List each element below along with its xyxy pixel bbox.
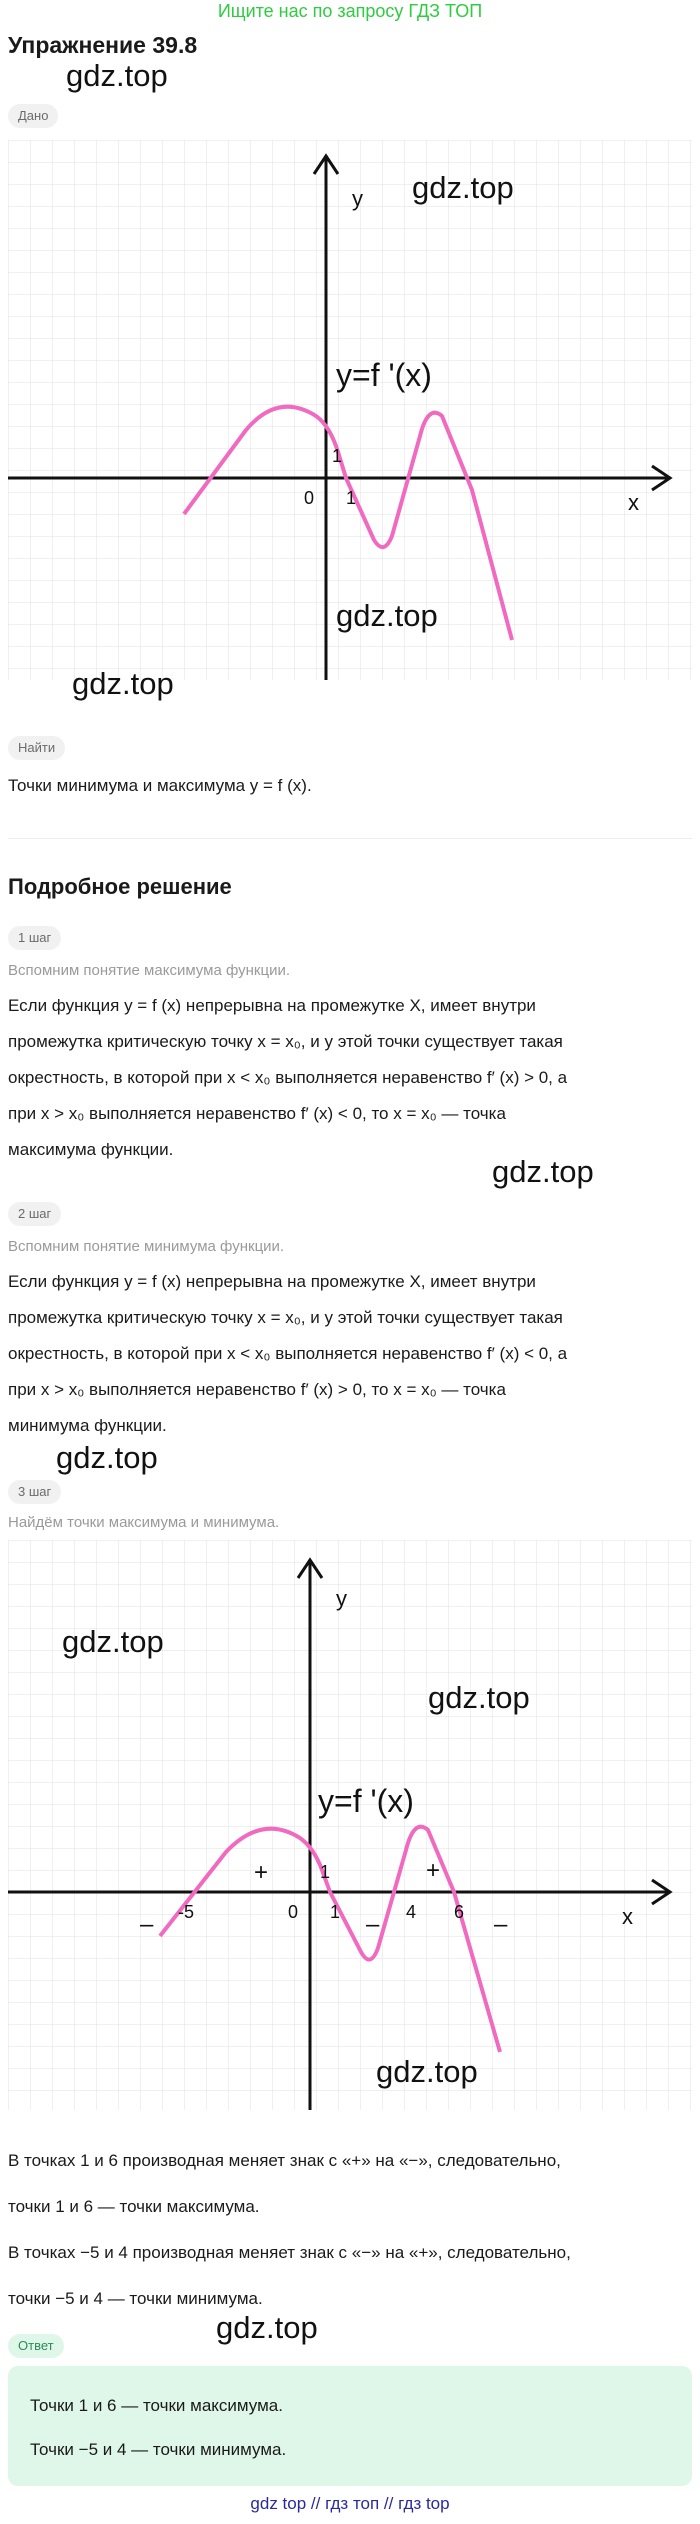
unit-x-label: 1 bbox=[346, 488, 357, 508]
answer-box bbox=[8, 2366, 692, 2486]
watermark: gdz.top bbox=[216, 2310, 318, 2345]
watermark: gdz.top bbox=[62, 1624, 164, 1659]
y-axis-label: y bbox=[352, 186, 363, 211]
watermark: gdz.top bbox=[72, 666, 174, 701]
conclusion-line: В точках 1 и 6 производная меняет знак с «+» на «−», следовательно, bbox=[8, 2151, 561, 2170]
step-hint: Вспомним понятие максимума функции. bbox=[8, 962, 290, 979]
step-line: при x > x₀ выполняется неравенство f′ (x) > 0, то x = x₀ — точка bbox=[8, 1380, 506, 1399]
watermark: gdz.top bbox=[376, 2054, 478, 2089]
sign-minus: – bbox=[494, 1911, 508, 1938]
sign-plus: + bbox=[254, 1859, 269, 1886]
watermark: gdz.top bbox=[492, 1154, 594, 1189]
step-line: Если функция y = f (x) непрерывна на промежутке X, имеет внутри bbox=[8, 1272, 536, 1291]
answer-text bbox=[30, 2384, 286, 2472]
step-hint: Вспомним понятие минимума функции. bbox=[8, 1238, 285, 1255]
origin-label: 0 bbox=[304, 488, 315, 508]
unit-y-label: 1 bbox=[320, 1862, 331, 1882]
step-badge: 1 шаг bbox=[8, 926, 61, 950]
x-mark-4: 4 bbox=[406, 1902, 417, 1922]
x-mark-6: 6 bbox=[454, 1902, 465, 1922]
answer-line: Точки −5 и 4 — точки минимума. bbox=[30, 2440, 287, 2459]
step-1-text bbox=[8, 988, 692, 1168]
given-badge: Дано bbox=[8, 104, 58, 128]
conclusion-line: точки −5 и 4 — точки минимума. bbox=[8, 2289, 263, 2308]
step-2-text bbox=[8, 1264, 692, 1444]
step-line: окрестность, в которой при x < x₀ выполняется неравенство f′ (x) > 0, а bbox=[8, 1068, 568, 1087]
watermark: gdz.top bbox=[428, 1680, 530, 1715]
page-title: Упражнение 39.8 bbox=[8, 32, 198, 58]
sign-minus: – bbox=[366, 1911, 380, 1938]
step-badge: 2 шаг bbox=[8, 1202, 61, 1226]
find-badge: Найти bbox=[8, 736, 65, 760]
step-line: минимума функции. bbox=[8, 1416, 167, 1435]
watermark: gdz.top bbox=[56, 1440, 158, 1475]
divider bbox=[8, 838, 692, 839]
x-axis-label: x bbox=[628, 490, 639, 515]
origin-label: 0 bbox=[288, 1902, 299, 1922]
find-text: Точки минимума и максимума y = f (x). bbox=[8, 776, 312, 795]
footer-links[interactable]: gdz top // гдз топ // гдз top bbox=[250, 2494, 450, 2513]
watermark: gdz.top bbox=[336, 598, 438, 633]
step-line: максимума функции. bbox=[8, 1140, 174, 1159]
watermark: gdz.top bbox=[412, 170, 514, 205]
y-axis-label: y bbox=[336, 1586, 347, 1611]
step-line: промежутка критическую точку x = x₀, и у этой точки существует такая bbox=[8, 1308, 563, 1327]
x-mark-minus5: -5 bbox=[178, 1902, 195, 1922]
curve-label: y=f '(x) bbox=[336, 357, 432, 393]
step-line: окрестность, в которой при x < x₀ выполняется неравенство f′ (x) < 0, а bbox=[8, 1344, 568, 1363]
conclusion-line: точки 1 и 6 — точки максимума. bbox=[8, 2197, 260, 2216]
step-badge: 3 шаг bbox=[8, 1480, 61, 1504]
top-search-link[interactable]: Ищите нас по запросу ГДЗ ТОП bbox=[217, 1, 483, 21]
sign-plus: + bbox=[426, 1857, 441, 1884]
step-line: при x > x₀ выполняется неравенство f′ (x) < 0, то x = x₀ — точка bbox=[8, 1104, 506, 1123]
step-line: Если функция y = f (x) непрерывна на промежутке X, имеет внутри bbox=[8, 996, 536, 1015]
watermark: gdz.top bbox=[66, 58, 168, 93]
conclusion-text bbox=[8, 2138, 692, 2322]
step-hint: Найдём точки максимума и минимума. bbox=[8, 1514, 280, 1531]
sign-minus: – bbox=[140, 1911, 154, 1938]
answer-badge: Ответ bbox=[8, 2334, 64, 2358]
x-mark-1: 1 bbox=[330, 1902, 341, 1922]
conclusion-line: В точках −5 и 4 производная меняет знак с «−» на «+», следовательно, bbox=[8, 2243, 571, 2262]
curve-label: y=f '(x) bbox=[318, 1783, 414, 1819]
solution-title: Подробное решение bbox=[8, 874, 232, 899]
unit-y-label: 1 bbox=[332, 446, 343, 466]
answer-line: Точки 1 и 6 — точки максимума. bbox=[30, 2396, 283, 2415]
step-line: промежутка критическую точку x = x₀, и у этой точки существует такая bbox=[8, 1032, 563, 1051]
x-axis-label: x bbox=[622, 1904, 633, 1929]
